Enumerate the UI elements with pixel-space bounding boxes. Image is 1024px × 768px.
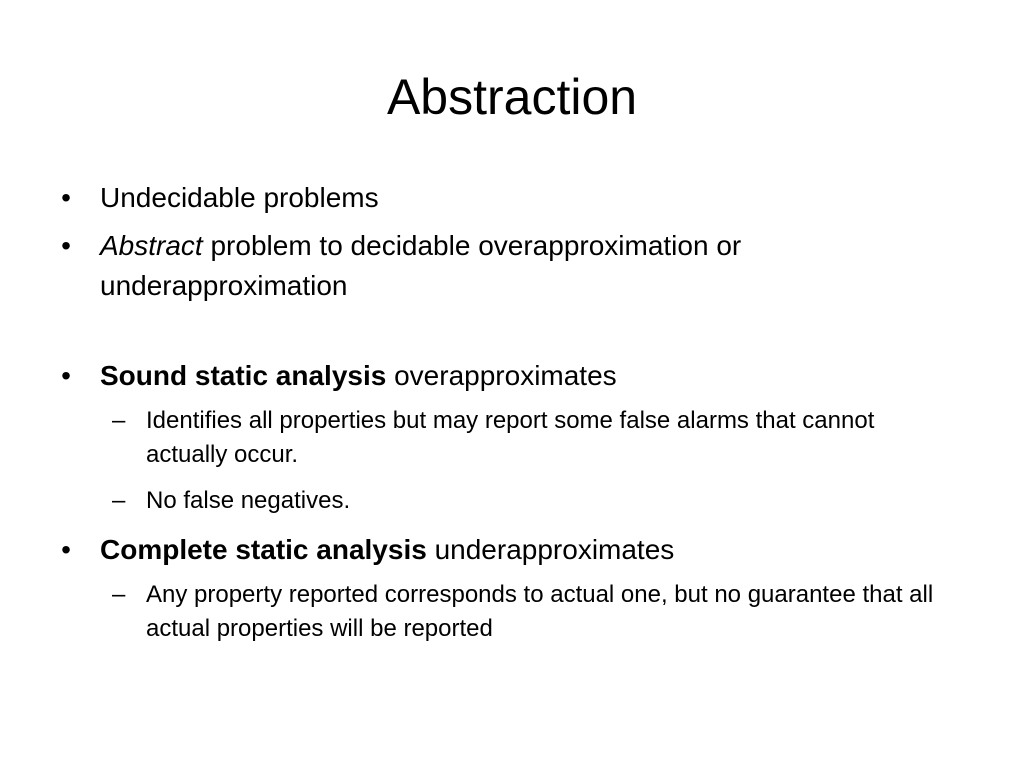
slide-body: [56, 178, 956, 658]
bullet-text: problem to decidable overapproximation or underapproximation: [100, 230, 742, 301]
spacer: [56, 314, 956, 356]
dash-marker: –: [112, 487, 126, 514]
bullet-text: underapproximates: [426, 534, 675, 565]
bullet-bold-text: Complete static analysis: [100, 534, 427, 565]
bullet-bold-text: Sound static analysis: [100, 360, 387, 391]
bullet-item-abstract: [56, 226, 956, 306]
sub-item-no-false-negatives: [108, 484, 956, 518]
bullet-item-undecidable: [56, 178, 956, 218]
sub-item-text: Identifies all properties but may report some false alarms that cannot actually occur.: [146, 407, 875, 468]
bullet-marker: •: [61, 182, 71, 213]
bullet-item-complete-analysis: [56, 530, 956, 570]
sub-item-property-reported: [108, 578, 956, 646]
bullet-text: overapproximates: [386, 360, 617, 391]
sub-item-false-alarms: [108, 404, 956, 472]
bullet-text: Undecidable problems: [100, 182, 379, 213]
bullet-italic-text: Abstract: [100, 230, 203, 261]
bullet-item-sound-analysis: [56, 356, 956, 396]
slide-title: Abstraction: [386, 69, 638, 125]
bullet-marker: •: [61, 230, 71, 261]
dash-marker: –: [112, 581, 126, 608]
dash-marker: –: [112, 407, 126, 434]
bullet-marker: •: [61, 534, 71, 565]
bullet-marker: •: [61, 360, 71, 391]
sub-item-text: No false negatives.: [146, 487, 351, 514]
sub-item-text: Any property reported corresponds to actual one, but no guarantee that all actual properties will be reported: [146, 581, 934, 642]
